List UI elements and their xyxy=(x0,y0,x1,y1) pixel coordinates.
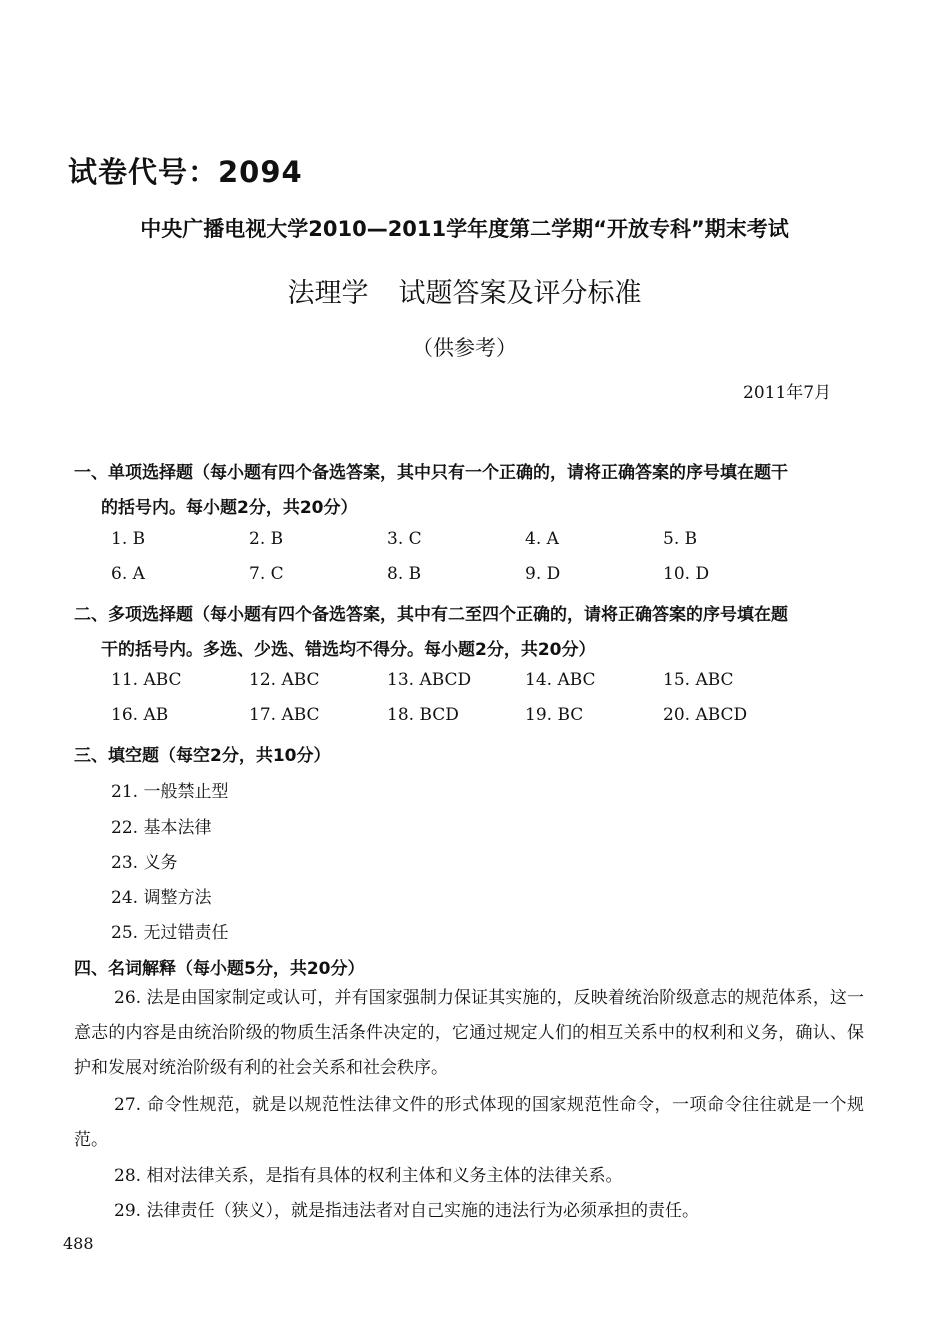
answer-item: 13. ABCD xyxy=(387,670,472,690)
section-3-heading: 三、填空题（每空2分，共10分） xyxy=(74,746,331,766)
term-definition: 28. 相对法律关系，是指有具体的权利主体和义务主体的法律关系。 xyxy=(114,1166,623,1186)
term-definition: 27. 命令性规范，就是以规范性法律文件的形式体现的国家规范性命令，一项命令往往就是一个规范。 xyxy=(74,1095,864,1150)
section-1-heading: 一、单项选择题（每小题有四个备选答案，其中只有一个正确的，请将正确答案的序号填在题干 xyxy=(74,463,788,483)
section-2-heading: 二、多项选择题（每小题有四个备选答案，其中有二至四个正确的，请将正确答案的序号填在题 xyxy=(74,605,788,625)
fill-answer: 21. 一般禁止型 xyxy=(111,782,229,802)
term-definition: 26. 法是由国家制定或认可，并有国家强制力保证其实施的，反映着统治阶级意志的规范体系，这一意志的内容是由统治阶级的物质生活条件决定的，它通过规定人们的相互关系中的权利和义务，确认、保护和发展对统治阶级有利的社会关系和社会秩序。 xyxy=(74,988,864,1078)
answer-item: 2. B xyxy=(249,529,284,549)
reference-note: （供参考） xyxy=(412,336,517,360)
document-type: 试题答案及评分标准 xyxy=(398,278,642,309)
document-date: 2011年7月 xyxy=(743,383,832,403)
fill-answer: 25. 无过错责任 xyxy=(111,923,229,943)
answer-item: 1. B xyxy=(111,529,146,549)
term-definition: 29. 法律责任（狭义），就是指违法者对自己实施的违法行为必须承担的责任。 xyxy=(114,1201,699,1221)
answer-item: 9. D xyxy=(525,564,561,584)
answer-item: 14. ABC xyxy=(525,670,596,690)
answer-item: 12. ABC xyxy=(249,670,320,690)
section-1-heading-cont: 的括号内。每小题2分，共20分） xyxy=(101,498,358,518)
page-number: 488 xyxy=(63,1234,94,1253)
answer-item: 19. BC xyxy=(525,705,584,725)
answer-item: 20. ABCD xyxy=(663,705,748,725)
answer-item: 4. A xyxy=(525,529,559,549)
section-2-heading-cont: 干的括号内。多选、少选、错选均不得分。每小题2分，共20分） xyxy=(101,640,596,660)
fill-answer: 23. 义务 xyxy=(111,853,178,873)
subject-name: 法理学 xyxy=(287,278,369,309)
fill-answer: 22. 基本法律 xyxy=(111,818,212,838)
answer-item: 11. ABC xyxy=(111,670,182,690)
section-4-heading: 四、名词解释（每小题5分，共20分） xyxy=(74,959,365,979)
answer-item: 8. B xyxy=(387,564,422,584)
fill-answer: 24. 调整方法 xyxy=(111,888,212,908)
answer-item: 15. ABC xyxy=(663,670,734,690)
answer-item: 6. A xyxy=(111,564,145,584)
answer-row xyxy=(111,529,801,549)
answer-item: 18. BCD xyxy=(387,705,459,725)
answer-row xyxy=(111,705,801,725)
exam-title: 中央广播电视大学2010—2011学年度第二学期“开放专科”期末考试 xyxy=(140,217,789,241)
answer-item: 5. B xyxy=(663,529,698,549)
answer-row xyxy=(111,564,801,584)
subject-title xyxy=(0,271,929,310)
paper-code: 试卷代号：2094 xyxy=(68,155,303,189)
answer-item: 10. D xyxy=(663,564,710,584)
answer-item: 17. ABC xyxy=(249,705,320,725)
answer-item: 7. C xyxy=(249,564,284,584)
answer-item: 3. C xyxy=(387,529,422,549)
answer-row xyxy=(111,670,801,690)
answer-item: 16. AB xyxy=(111,705,169,725)
